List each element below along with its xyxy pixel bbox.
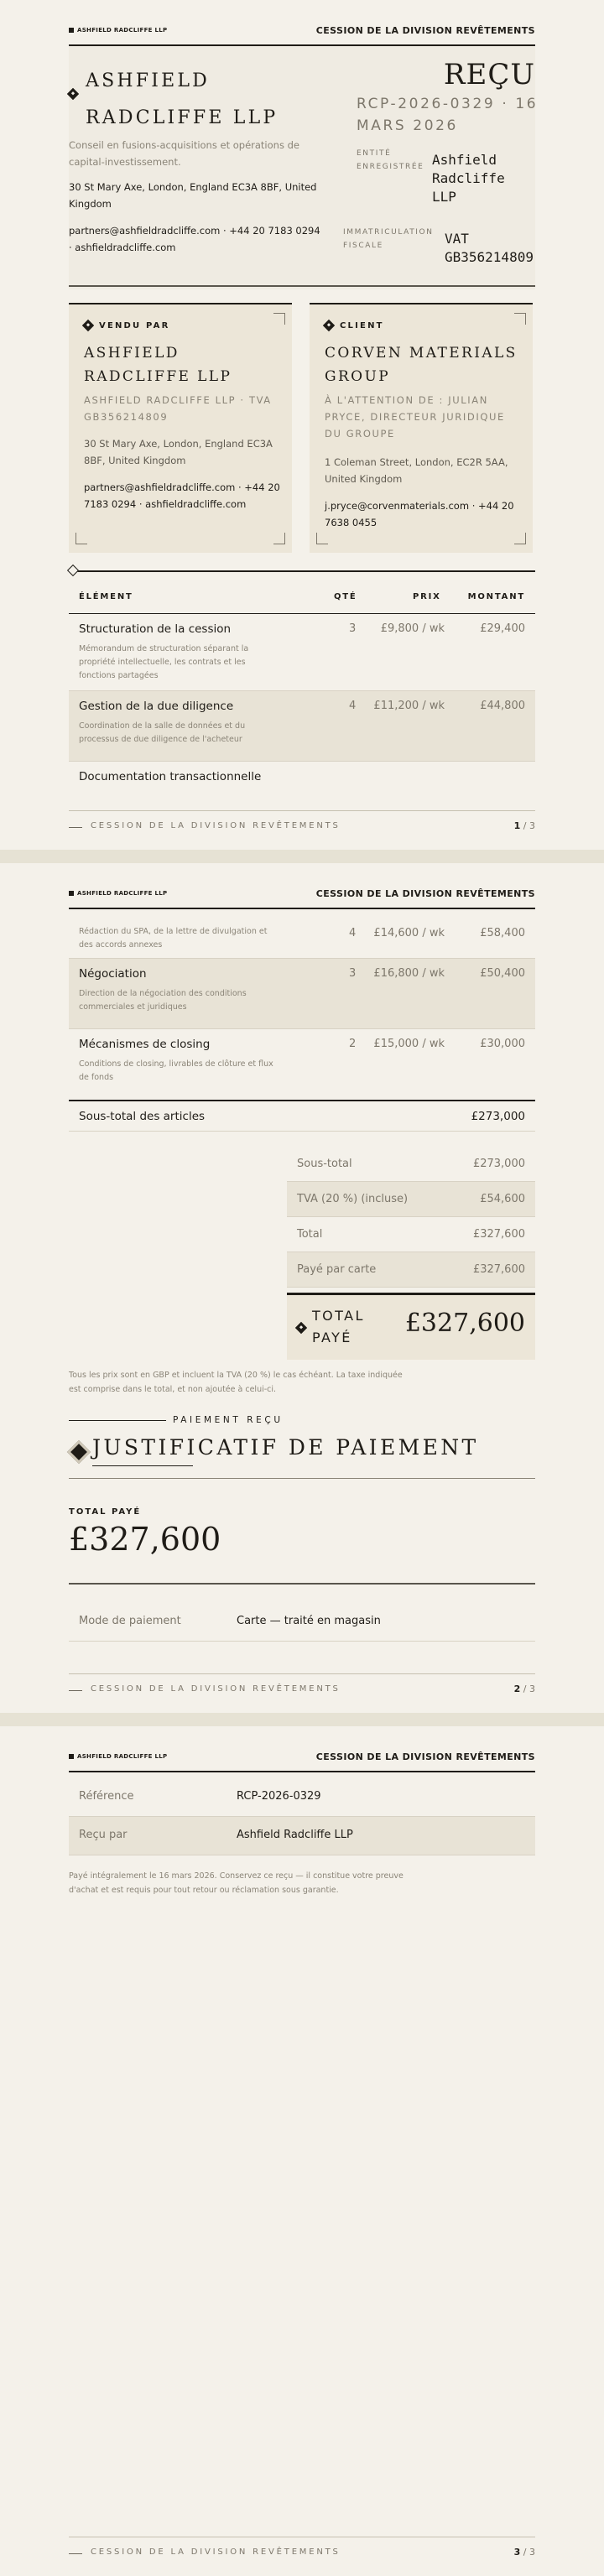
- table-row: [69, 691, 535, 762]
- footer-text: CESSION DE LA DIVISION REVÊTEMENTS: [91, 2547, 341, 2557]
- payment-note: Payé intégralement le 16 mars 2026. Conservez ce reçu — il constitue votre preuve d'achat et est requis pour tout retour ou réclamation sous garantie.: [69, 1871, 404, 1895]
- header-title: CESSION DE LA DIVISION REVÊTEMENTS: [315, 1751, 535, 1762]
- col-price: PRIX: [413, 592, 441, 601]
- item-price: £11,200 / wk: [373, 700, 445, 712]
- client-label: CLIENT: [340, 321, 384, 330]
- summary-row: [287, 1147, 535, 1182]
- item-name: Gestion de la due diligence: [79, 700, 234, 713]
- item-amount: £58,400: [480, 927, 525, 939]
- payment-method-value: Carte — traité en magasin: [237, 1615, 381, 1627]
- payment-method-row: [69, 1603, 535, 1642]
- item-amount: £50,400: [480, 967, 525, 980]
- item-desc: Mémorandum de structuration séparant la propriété intellectuelle, les contrats et les fonctions partagées: [79, 644, 249, 680]
- received-by-value: Ashfield Radcliffe LLP: [237, 1829, 353, 1841]
- entity-value: Ashfield Radcliffe LLP: [432, 152, 505, 205]
- header-title: CESSION DE LA DIVISION REVÊTEMENTS: [315, 888, 535, 899]
- client-attention: À L'ATTENTION DE : JULIAN PRYCE, DIRECTEUR JURIDIQUE DU GROUPE: [325, 394, 505, 440]
- summary-label: TVA (20 %) (incluse): [297, 1193, 409, 1205]
- item-name: Négociation: [79, 967, 147, 981]
- header-brand: ASHFIELD RADCLIFFE LLP: [69, 890, 167, 897]
- corner-mark: [316, 533, 328, 544]
- page-2: [0, 863, 604, 1713]
- client-contact: j.pryce@corvenmaterials.com · +44 20 7638 0455: [325, 500, 514, 528]
- page-gap: [0, 1713, 604, 1726]
- receipt-header: [69, 46, 539, 289]
- col-item: ÉLÉMENT: [79, 592, 133, 601]
- paid-label: TOTAL PAYÉ: [69, 1507, 142, 1517]
- company-name: ASHFIELD RADCLIFFE LLP: [86, 70, 279, 128]
- paid-value: £327,600: [69, 1521, 221, 1558]
- summary-value: £273,000: [472, 1158, 525, 1170]
- items-table-header: [69, 585, 535, 614]
- summary-value: £327,600: [472, 1263, 525, 1276]
- running-header: [69, 25, 535, 46]
- page-footer: [69, 2537, 535, 2558]
- payment-eyebrow: PAIEMENT REÇU: [173, 1415, 284, 1425]
- page-current: 3: [513, 2547, 521, 2558]
- payment-method-label: Mode de paiement: [79, 1615, 181, 1627]
- corner-mark: [273, 533, 285, 544]
- diamond-icon: [323, 320, 335, 331]
- item-amount: £29,400: [480, 622, 525, 635]
- table-row: [69, 1029, 535, 1096]
- page-total: 3: [529, 820, 535, 831]
- page-footer: [69, 810, 535, 831]
- col-amount: MONTANT: [467, 592, 525, 601]
- items-subtotal-value: £273,000: [471, 1110, 525, 1123]
- item-price: £15,000 / wk: [373, 1038, 445, 1050]
- entity-label: ENTITÉ ENREGISTRÉE: [357, 149, 424, 171]
- payment-title: JUSTIFICATIF DE PAIEMENT: [92, 1435, 479, 1460]
- header-title: CESSION DE LA DIVISION REVÊTEMENTS: [315, 25, 535, 36]
- page-sep: /: [523, 1684, 527, 1694]
- diamond-icon: [82, 320, 94, 331]
- page-number: [514, 2547, 535, 2558]
- summary-row: [287, 1217, 535, 1252]
- col-qty: QTÉ: [334, 592, 357, 601]
- eyebrow-rule: [69, 1420, 166, 1421]
- seller-label: VENDU PAR: [99, 321, 170, 330]
- corner-mark: [76, 533, 87, 544]
- received-by-row: [69, 1817, 535, 1855]
- header-brand: ASHFIELD RADCLIFFE LLP: [69, 1753, 167, 1760]
- header-divider: [69, 285, 535, 287]
- corner-mark: [514, 533, 526, 544]
- seller-contact: partners@ashfieldradcliffe.com · +44 20 7183 0294 · ashfieldradcliffe.com: [84, 481, 280, 510]
- header-brand: ASHFIELD RADCLIFFE LLP: [69, 27, 167, 34]
- running-header: [69, 888, 535, 909]
- corner-mark: [273, 313, 285, 325]
- item-desc: Direction de la négociation des conditions commerciales et juridiques: [79, 989, 247, 1012]
- item-amount: £30,000: [480, 1038, 525, 1050]
- total-paid-value: £327,600: [404, 1309, 525, 1338]
- diamond-icon: [295, 1322, 307, 1334]
- item-name: Structuration de la cession: [79, 622, 232, 636]
- footer-rule: [69, 827, 82, 828]
- footer-text: CESSION DE LA DIVISION REVÊTEMENTS: [91, 821, 341, 830]
- reference-value: RCP-2026-0329: [237, 1790, 321, 1803]
- received-by-label: Reçu par: [79, 1829, 128, 1841]
- page-gap: [0, 850, 604, 863]
- items-subtotal: [69, 1100, 535, 1132]
- item-price: £14,600 / wk: [373, 927, 445, 939]
- item-amount: £44,800: [480, 700, 525, 712]
- company-contact: partners@ashfieldradcliffe.com · +44 20 7183 0294 · ashfieldradcliffe.com: [69, 225, 320, 253]
- title-underline: [92, 1465, 193, 1466]
- reference-label: Référence: [79, 1790, 134, 1803]
- page-footer: [69, 1673, 535, 1694]
- receipt-title: REÇU: [443, 58, 535, 91]
- tax-note: Tous les prix sont en GBP et incluent la TVA (20 %) le cas échéant. La taxe indiquée est comprise dans le total, et non ajoutée à celui-ci.: [69, 1371, 403, 1394]
- registration-value: VAT GB356214809: [445, 231, 534, 265]
- item-name: Documentation transactionnelle: [79, 770, 262, 783]
- company-address: 30 St Mary Axe, London, England EC3A 8BF, United Kingdom: [69, 181, 317, 210]
- client-card: [310, 303, 533, 553]
- seller-card: [69, 303, 292, 553]
- corner-mark: [514, 313, 526, 325]
- table-row: [69, 959, 535, 1029]
- page-total: 3: [529, 1684, 535, 1694]
- table-row: [69, 920, 535, 959]
- item-qty: 3: [349, 967, 357, 980]
- client-address: 1 Coleman Street, London, EC2R 5AA, United Kingdom: [325, 456, 508, 485]
- footer-text: CESSION DE LA DIVISION REVÊTEMENTS: [91, 1684, 341, 1694]
- running-header: [69, 1751, 535, 1772]
- item-qty: 4: [349, 927, 357, 939]
- item-desc: Rédaction du SPA, de la lettre de divulgation et des accords annexes: [79, 927, 268, 950]
- page-1: [0, 0, 604, 850]
- summary-label: Total: [297, 1228, 323, 1241]
- item-name: Mécanismes de closing: [79, 1038, 211, 1051]
- item-qty: 3: [349, 622, 357, 635]
- item-qty: 2: [349, 1038, 357, 1050]
- section-divider: [69, 570, 535, 572]
- reference-row: [69, 1778, 535, 1817]
- page-number: [514, 1684, 535, 1694]
- summary-value: £327,600: [472, 1228, 525, 1241]
- item-desc: Coordination de la salle de données et du processus de due diligence de l'acheteur: [79, 721, 246, 744]
- item-desc: Conditions de closing, livrables de clôture et flux de fonds: [79, 1059, 273, 1082]
- items-subtotal-label: Sous-total des articles: [79, 1110, 206, 1123]
- item-qty: 4: [349, 700, 357, 712]
- page-total: 3: [529, 2547, 535, 2558]
- page-sep: /: [523, 820, 527, 831]
- table-row: [69, 614, 535, 691]
- page-sep: /: [523, 2547, 527, 2558]
- seller-name: ASHFIELD RADCLIFFE LLP: [84, 345, 232, 385]
- item-price: £16,800 / wk: [373, 967, 445, 980]
- total-paid-label: TOTAL PAYÉ: [312, 1308, 365, 1345]
- page-number: [514, 820, 535, 831]
- table-row: [69, 762, 535, 790]
- payment-diamond-icon: [67, 1440, 91, 1464]
- footer-rule: [69, 2553, 82, 2554]
- company-tagline: Conseil en fusions-acquisitions et opérations de capital-investissement.: [69, 139, 299, 168]
- logo-diamond-icon: [67, 88, 79, 100]
- footer-rule: [69, 1690, 82, 1691]
- item-price: £9,800 / wk: [380, 622, 445, 635]
- summary-label: Payé par carte: [297, 1263, 377, 1276]
- summary-row: [287, 1252, 535, 1288]
- summary-label: Sous-total: [297, 1158, 352, 1170]
- seller-address: 30 St Mary Axe, London, England EC3A 8BF, United Kingdom: [84, 438, 273, 466]
- page-3: [0, 1726, 604, 2576]
- payment-divider: [69, 1478, 535, 1479]
- summary-value: £54,600: [480, 1193, 525, 1205]
- total-paid-box: [287, 1293, 535, 1360]
- paid-divider: [69, 1583, 535, 1585]
- client-name: CORVEN MATERIALS GROUP: [325, 345, 518, 385]
- receipt-number-date: RCP-2026-0329 · 16 MARS 2026: [357, 96, 539, 134]
- page-current: 2: [513, 1684, 521, 1694]
- registration-label: IMMATRICULATION FISCALE: [343, 228, 434, 250]
- divider-diamond-icon: [67, 565, 79, 576]
- seller-subline: ASHFIELD RADCLIFFE LLP · TVA GB356214809: [84, 394, 272, 423]
- page-current: 1: [513, 820, 521, 831]
- summary-row: [287, 1182, 535, 1217]
